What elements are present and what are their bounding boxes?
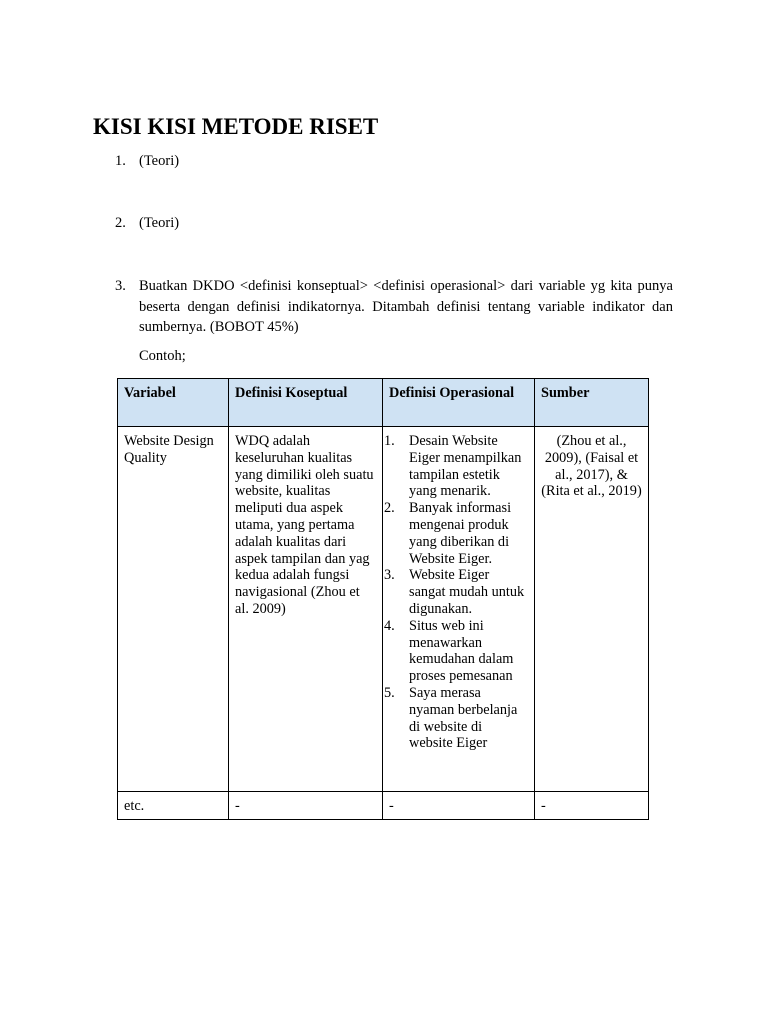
cell-variabel: etc. (118, 792, 229, 820)
cell-konseptual: - (229, 792, 383, 820)
cell-konseptual: WDQ adalah keseluruhan kualitas yang dimiliki oleh suatu website, kualitas meliputi dua aspek utama, yang pertama adalah kualitas dari aspek tampilan dan yag kedua adalah fungsi navigasional (Zhou et al. 2009) (229, 427, 383, 792)
cell-sumber: (Zhou et al., 2009), (Faisal et al., 2017), & (Rita et al., 2019) (535, 427, 649, 792)
list-item-3-text: Buatkan DKDO <definisi konseptual> <definisi operasional> dari variable yg kita punya beserta dengan definisi indikatornya. Ditambah definisi tentang variable indikator dan sumbernya. (BOBOT 45%) (139, 278, 673, 335)
example-label: Contoh; (139, 348, 186, 364)
cell-operasional: - (383, 792, 535, 820)
list-text: (Teori) (139, 153, 180, 169)
header-definisi-koseptual: Definisi Koseptual (229, 379, 383, 427)
cell-sumber: - (535, 792, 649, 820)
list-text: (Teori) (139, 215, 180, 231)
cell-operasional (383, 427, 535, 792)
header-sumber: Sumber (535, 379, 649, 427)
list-number: 2. (115, 215, 126, 231)
list-number: 1. (115, 153, 126, 169)
table-header-row (118, 379, 649, 427)
header-definisi-operasional: Definisi Operasional (383, 379, 535, 427)
operasional-item: 3. Website Eiger sangat mudah untuk digunakan. (384, 567, 525, 617)
header-variabel: Variabel (118, 379, 229, 427)
dkdo-table (117, 378, 649, 820)
operasional-item: 1. Desain Website Eiger menampilkan tampilan estetik yang menarik. (384, 433, 522, 500)
operasional-item: 4. Situs web ini menawarkan kemudahan dalam proses pemesanan (384, 617, 514, 685)
cell-variabel: Website Design Quality (118, 427, 229, 792)
table-row (118, 792, 649, 820)
operasional-item: 2. Banyak informasi mengenai produk yang diberikan di Website Eiger. (384, 500, 512, 567)
operasional-item: 5. Saya merasa nyaman berbelanja di website di website Eiger (384, 684, 518, 752)
table-row (118, 427, 649, 792)
operasional-list (384, 433, 528, 752)
document-title: KISI KISI METODE RISET (93, 114, 379, 139)
list-number: 3. (115, 278, 126, 294)
